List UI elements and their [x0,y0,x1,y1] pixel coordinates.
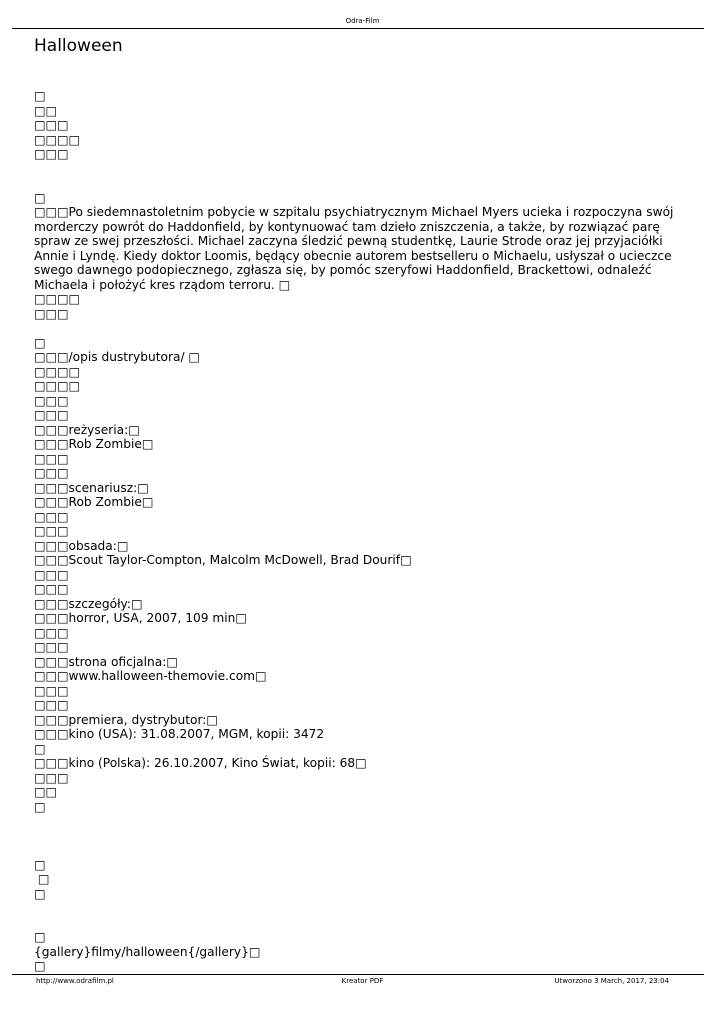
spacer [34,901,674,916]
spacer [34,843,674,858]
screenplay-value: □□□Rob Zombie□ [34,495,154,509]
details-label: □□□szczegóły:□ [34,596,143,611]
text-line: □□□ [34,118,69,132]
spacer [34,321,674,336]
text-line: □□ [34,785,58,799]
site-header: Odra-Film [345,17,380,25]
text-line: □□□ [34,567,69,582]
text-line: □ [34,930,46,944]
text-line: □□□ [34,408,69,422]
premiere-label: □□□premiera, dystrybutor:□ [34,712,218,727]
premiere-poland: □□□kino (Polska): 26.10.2007, Kino Świat, kopii: 68□ [34,756,367,770]
text-line: □□□ [34,306,69,321]
text-line: □□□□ [34,379,81,393]
text-line: □□□ [34,683,69,698]
text-line: □ [34,799,46,814]
spacer [34,916,674,931]
synopsis-paragraph: □□□Po siedemnastoletnim pobycie w szpitalu psychiatrycznym Michael Myers ucieka i rozpoczyna swój morderczy powrót do Haddonfield, by kontynuować tam dzieło zniszczenia, a także, by rozwiązać parę spraw ze swej przeszłości. Michael zaczyna śledzić pewną studentkę, Laurie Strode oraz jej przyjaciółki Annie i Lyndę. Kiedy doktor Loomis, będący obecnie autorem bestselleru o Michaelu, usłyszał o ucieczce swego dawnego podopiecznego, zgłasza się, by pomóc szeryfowi Haddonfield, Brackettowi, odnaleźć Michaela i położyć kres rządom terroru. □ [34,205,674,292]
footer-created-date: Utworzono 3 March, 2017, 23:04 [554,977,669,985]
header-divider [12,28,704,29]
spacer [34,162,674,177]
text-line: □□□ [34,524,69,538]
text-line: □□□ [34,625,69,640]
text-line: □□□ [34,698,69,712]
cast-label: □□□obsada:□ [34,538,129,553]
director-value: □□□Rob Zombie□ [34,437,154,451]
text-line: □□□ [34,147,69,161]
text-line: □□□ [34,640,69,654]
text-line: □□ [34,103,58,118]
text-line: □ [34,872,50,886]
official-site-value: □□□www.halloween-themovie.com□ [34,669,267,683]
text-line: □ [34,886,46,901]
footer-divider [12,974,704,975]
text-line: □□□ [34,466,69,480]
spacer [34,176,674,191]
text-line: □□□□ [34,364,81,379]
director-label: □□□reżyseria:□ [34,422,140,437]
text-line: □□□□ [34,132,81,147]
footer-url: http://www.odrafilm.pl [36,977,114,985]
text-line: □□□ [34,393,69,408]
text-line: □ [34,335,46,350]
official-site-label: □□□strona oficjalna:□ [34,654,178,669]
page-title: Halloween [34,36,123,56]
premiere-usa: □□□kino (USA): 31.08.2007, MGM, kopii: 3472 [34,727,325,741]
spacer [34,829,674,844]
text-line: □ [34,741,46,756]
gallery-placeholder: {gallery}filmy/halloween{/gallery}□ [34,944,261,959]
article-body [34,89,674,974]
details-value: □□□horror, USA, 2007, 109 min□ [34,611,247,625]
text-line: □ [34,857,46,872]
text-line: □ [34,959,46,973]
screenplay-label: □□□scenariusz:□ [34,480,149,495]
text-line: □□□ [34,451,69,466]
footer-generator: Kreator PDF [341,977,384,985]
text-line: □ [34,190,46,205]
text-line: □ [34,89,46,103]
text-line: □□□ [34,582,69,596]
spacer [34,814,674,829]
text-line: □□□□ [34,292,81,306]
distributor-note: □□□/opis dustrybutora/ □ [34,350,200,364]
text-line: □□□ [34,770,69,785]
cast-value: □□□Scout Taylor-Compton, Malcolm McDowell, Brad Dourif□ [34,553,412,567]
text-line: □□□ [34,509,69,524]
